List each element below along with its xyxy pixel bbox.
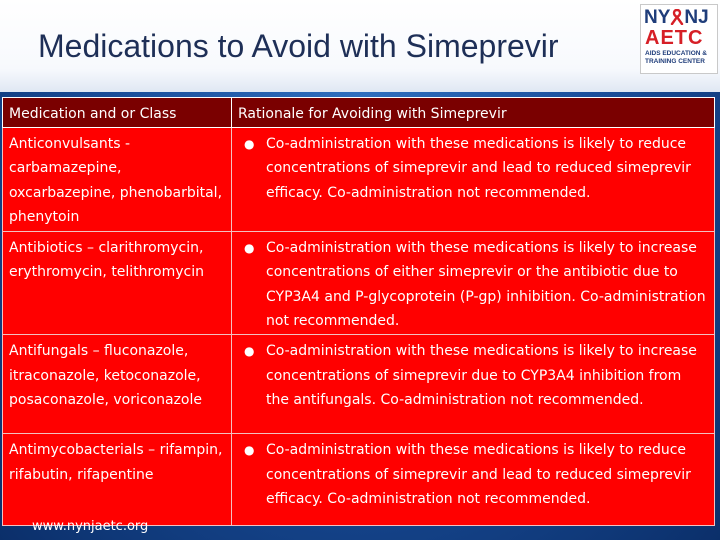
header-rationale: Rationale for Avoiding with Simeprevir xyxy=(232,98,715,128)
logo-ny: NY xyxy=(644,7,671,28)
rationale-text: Co-administration with these medications is likely to reduce concentrations of simeprevir and lead to reduced simeprevir efficacy. Co-administration not recommended. xyxy=(266,441,691,508)
table-row xyxy=(3,334,715,433)
table-row xyxy=(3,127,715,231)
rationale-cell xyxy=(232,334,715,433)
medication-cell: Antibiotics – clarithromycin, erythromycin, telithromycin xyxy=(3,231,232,334)
logo-nj: NJ xyxy=(684,7,709,28)
medication-cell: Antifungals – fluconazole, itraconazole, ketoconazole, posaconazole, voriconazole xyxy=(3,334,232,433)
table-row xyxy=(3,433,715,525)
bullet-icon: ● xyxy=(244,442,255,457)
bullet-icon: ● xyxy=(244,136,255,151)
medications-table xyxy=(2,97,715,526)
aetc-logo xyxy=(640,4,718,74)
logo-tagline-1: AIDS EDUCATION & xyxy=(645,50,707,57)
slide-title: Medications to Avoid with Simeprevir xyxy=(38,28,559,64)
header-medication: Medication and or Class xyxy=(3,98,232,128)
rationale-text: Co-administration with these medications is likely to increase concentrations of either simeprevir or the antibiotic due to CYP3A4 and P-glycoprotein (P-gp) inhibition. Co-administration not recommended. xyxy=(266,239,706,330)
rationale-cell xyxy=(232,231,715,334)
medication-cell: Anticonvulsants - carbamazepine, oxcarbazepine, phenobarbital, phenytoin xyxy=(3,127,232,231)
red-ribbon-icon xyxy=(670,7,684,28)
rationale-cell xyxy=(232,127,715,231)
medication-cell: Antimycobacterials – rifampin, rifabutin, rifapentine xyxy=(3,433,232,525)
logo-line1 xyxy=(644,7,709,29)
table-row xyxy=(3,231,715,334)
rationale-cell xyxy=(232,433,715,525)
footer-url: www.nynjaetc.org xyxy=(32,519,149,534)
rationale-text: Co-administration with these medications is likely to reduce concentrations of simeprevir and lead to reduced simeprevir efficacy. Co-administration not recommended. xyxy=(266,135,691,201)
logo-aetc: AETC xyxy=(645,27,704,49)
bullet-icon: ● xyxy=(244,343,255,358)
rationale-text: Co-administration with these medications is likely to increase concentrations of simeprevir due to CYP3A4 inhibition from the antifungals. Co-administration not recommended. xyxy=(266,342,697,409)
logo-tagline-2: TRAINING CENTER xyxy=(645,58,705,65)
bullet-icon: ● xyxy=(244,240,255,255)
table-header-row xyxy=(3,98,715,128)
